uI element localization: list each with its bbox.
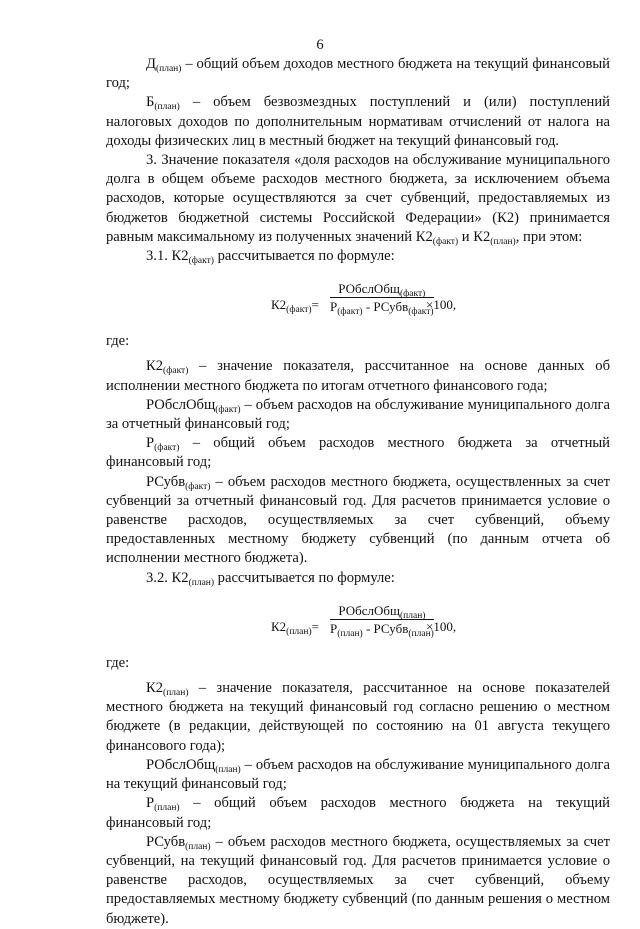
definition-paragraph	[106, 55, 610, 93]
symbol-subscript: (план)	[188, 577, 215, 588]
symbol: РОбслОбщ	[146, 396, 216, 413]
formula-fraction	[330, 280, 434, 316]
page-number: 6	[316, 37, 324, 53]
formula-numerator: РОбслОбщ$_{(факт)}$	[330, 280, 434, 298]
formula-fraction	[330, 602, 434, 638]
symbol-subscript: (факт)	[215, 404, 241, 415]
symbol-subscript: (план)	[215, 764, 241, 775]
item-3-text: 3. Значение показателя «доля расходов на обслуживание муниципального долга в общем объеме расходов местного бюджета, за исключением объема расходов, которые осуществляются за счет субвенций, предоставляемых из бюджетов бюджетной системы Российской Федерации» (К2) принимается равным максимальному из полученных значений К2	[106, 152, 610, 245]
definition-paragraph	[106, 93, 610, 151]
symbol: Д	[146, 56, 156, 72]
symbol: К2	[146, 680, 164, 697]
definition-text: – общий объем расходов местного бюджета на текущий финансовый год;	[106, 795, 610, 831]
definition-paragraph	[106, 473, 610, 569]
where-label: где:	[106, 654, 130, 671]
symbol-subscript: (план)	[154, 803, 180, 814]
symbol-subscript: (факт)	[185, 481, 211, 492]
symbol: Б	[146, 94, 155, 111]
definition-paragraph	[106, 794, 610, 832]
item-3-paragraph	[106, 151, 610, 247]
symbol: РСубв	[146, 473, 186, 490]
definition-text: – значение показателя, рассчитанное на основе данных об исполнении местного бюджета по итогам отчетного финансового года;	[106, 358, 610, 394]
symbol-subscript: (факт)	[154, 443, 180, 454]
formula-k2-fact	[106, 280, 610, 326]
definition-paragraph	[106, 679, 610, 756]
definition-paragraph	[106, 396, 610, 434]
formula-rhs: ×100,	[426, 297, 457, 313]
symbol-subscript: (факт)	[432, 236, 459, 247]
symbol-subscript: (факт)	[163, 366, 189, 377]
definition-text: – объем расходов на обслуживание муниципального долга за отчетный финансовый год;	[106, 396, 610, 433]
symbol-subscript: (план)	[163, 688, 189, 699]
symbol: Р	[146, 795, 155, 812]
definition-text: – общий объем расходов местного бюджета за отчетный финансовый год;	[106, 435, 610, 471]
formula-lhs: $К2_{(план)}=$	[271, 618, 319, 637]
definition-text: – объем безвозмездных поступлений и (или) поступлений налоговых доходов по дополнительным нормативам отчислений от налога на доходы физических лиц в местный бюджет на текущий финансовый год.	[106, 94, 610, 149]
definition-text: – объем расходов местного бюджета, осуществляемых за счет субвенций, на текущий финансовый год. Для расчетов принимается условие о равенстве расходов, осуществляемых за счет субвенций, объему предоставляемых местному бюджету субвенций (по данным решения о местном бюджете).	[106, 833, 610, 927]
heading-text: 3.1. К2	[146, 248, 189, 265]
symbol: РСубв	[146, 833, 186, 850]
heading-text: 3.2. К2	[146, 569, 189, 586]
symbol: РОбслОбщ	[146, 756, 216, 773]
formula-rhs: ×100,	[426, 618, 457, 634]
document-body	[106, 55, 610, 929]
item-3-1-heading	[106, 247, 610, 266]
definition-text: – значение показателя, рассчитанное на основе показателей местного бюджета на текущий финансовый год согласно решению о местном бюджете (в редакции, действующей по состоянию на 01 августа текущего финансового года);	[106, 680, 610, 754]
definition-paragraph	[106, 434, 610, 472]
symbol-subscript: (план)	[155, 64, 182, 74]
definition-text: – общий объем доходов местного бюджета на текущий финансовый год;	[106, 56, 610, 92]
definition-paragraph	[106, 833, 610, 929]
item-3-2-heading	[106, 569, 610, 588]
item-3-text: и К2	[458, 228, 491, 245]
formula-denominator: $Р_{(план)}$ - РСубв$_{(план)}$	[330, 620, 434, 639]
symbol-subscript: (факт)	[188, 256, 214, 267]
formula-k2-plan	[106, 602, 610, 648]
symbol-subscript: (план)	[185, 841, 211, 852]
formula-numerator: РОбслОбщ$_{(план)}$	[330, 602, 434, 620]
where-label: где:	[106, 333, 130, 350]
heading-text: рассчитывается по формуле:	[213, 248, 395, 265]
heading-text: рассчитывается по формуле:	[214, 569, 395, 586]
formula-lhs: $К2_{(факт)}=$	[271, 297, 319, 316]
definition-text: – объем расходов на обслуживание муниципального долга на текущий финансовый год;	[106, 756, 610, 793]
formula-denominator: $Р_{(факт)}$ - РСубв$_{(факт)}$	[330, 299, 434, 318]
item-3-text: , при этом:	[515, 228, 583, 245]
symbol: Р	[146, 435, 155, 452]
symbol-subscript: (план)	[490, 236, 516, 247]
symbol-subscript: (план)	[154, 102, 180, 113]
definition-paragraph	[106, 756, 610, 794]
symbol: К2	[146, 358, 164, 375]
definition-paragraph	[106, 357, 610, 395]
definition-text: – объем расходов местного бюджета, осуществленных за счет субвенций за отчетный финансовый год. Для расчетов принимается условие о равенстве расходов, осуществляемых за счет субвенций, объему предоставленных местному бюджету субвенций (по данным отчета об исполнении местного бюджета).	[106, 473, 610, 567]
